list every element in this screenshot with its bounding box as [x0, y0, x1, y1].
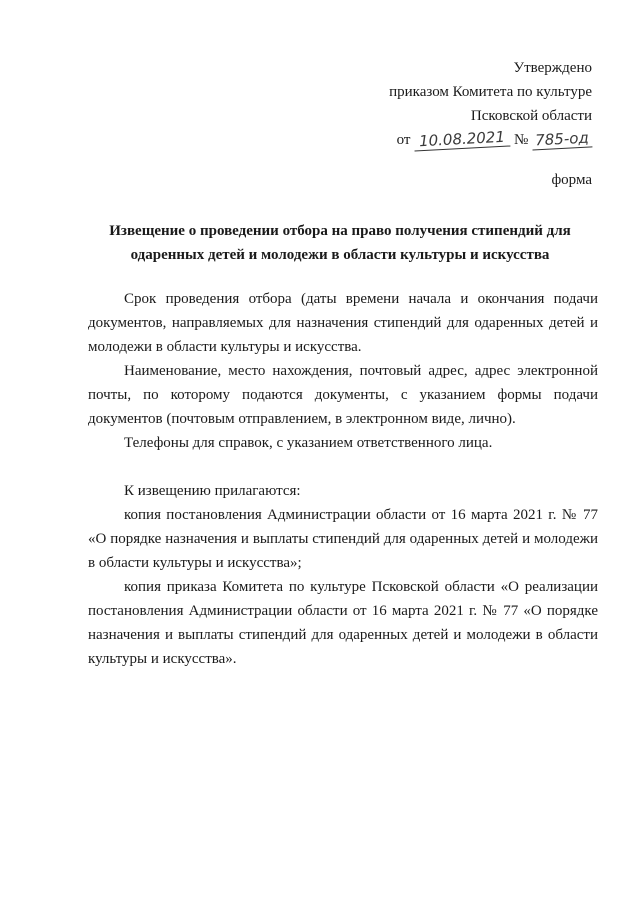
paragraph-attachment-2: копия приказа Комитета по культуре Псковской области «О реализации постановления Администрации области от 16 марта 2021 г. № 77 «О порядке назначения и выплаты стипендий для одаренных детей и молодежи в области культуры и искусства». [88, 579, 598, 667]
paragraph-deadline: Срок проведения отбора (даты времени начала и окончания подачи документов, направляемых для назначения стипендий для одаренных детей и молодежи в области культуры и искусства. [88, 291, 598, 355]
form-label: форма [551, 172, 592, 188]
approval-line-1: Утверждено [513, 60, 592, 76]
document-body [88, 287, 598, 671]
title-line-2: одаренных детей и молодежи в области культуры и искусства [130, 247, 550, 263]
document-title [80, 219, 600, 267]
approval-line-2: приказом Комитета по культуре [389, 84, 592, 100]
approval-date-number-row [389, 128, 592, 152]
title-line-1: Извещение о проведении отбора на право получения стипендий для [109, 223, 571, 239]
approval-block [389, 56, 592, 152]
number-label: № [513, 132, 529, 148]
paragraph-attachments-heading: К извещению прилагаются: [124, 483, 301, 499]
approval-line-3: Псковской области [470, 108, 592, 124]
handwritten-date: 10.08.2021 [414, 128, 511, 152]
paragraph-phones: Телефоны для справок, с указанием ответственного лица. [124, 435, 493, 451]
paragraph-attachment-1: копия постановления Администрации области от 16 марта 2021 г. № 77 «О порядке назначения и выплаты стипендий для одаренных детей и молодежи в области культуры и искусства»; [88, 507, 598, 571]
paragraph-address: Наименование, место нахождения, почтовый адрес, адрес электронной почты, по которому подаются документы, с указанием формы подачи документов (почтовым отправлением, в электронном виде, лично). [88, 363, 598, 427]
handwritten-number: 785-од [532, 128, 593, 150]
from-label: от [396, 132, 411, 148]
